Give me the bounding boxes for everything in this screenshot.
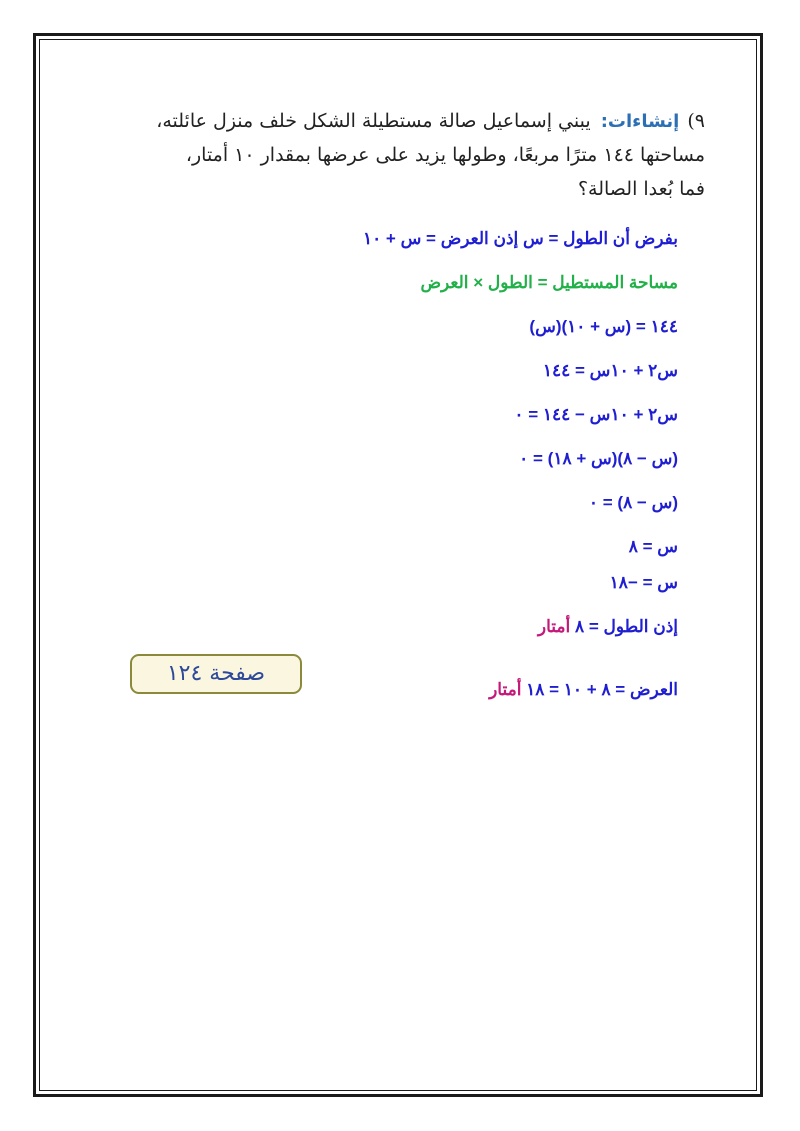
solution-equation-1: ١٤٤ = (س + ١٠)(س) bbox=[529, 317, 678, 336]
solution-width bbox=[489, 680, 678, 700]
solution-assumption: بفرض أن الطول = س إذن العرض = س + ١٠ bbox=[362, 229, 678, 248]
solution-length-text: إذن الطول = ٨ أمتار bbox=[537, 617, 678, 636]
unit-meters: أمتار bbox=[537, 617, 571, 636]
solution-width-text: العرض = ٨ + ١٠ = ١٨ أمتار bbox=[489, 680, 678, 699]
solution-root-2: س = −١٨ bbox=[609, 573, 678, 592]
unit-meters: أمتار bbox=[489, 680, 522, 699]
solution-equation-3: س٢ + ١٠س − ١٤٤ = ٠ bbox=[514, 405, 678, 424]
solution-length bbox=[538, 617, 678, 637]
solution-factored: (س − ٨)(س + ١٨) = ٠ bbox=[519, 449, 678, 468]
problem-line-1 bbox=[156, 110, 705, 132]
problem-line-3: فما بُعدا الصالة؟ bbox=[577, 178, 705, 200]
problem-number: ٩) bbox=[687, 110, 705, 132]
problem-text-1: يبني إسماعيل صالة مستطيلة الشكل خلف منزل عائلته، bbox=[156, 110, 591, 132]
solution-factor-zero: (س − ٨) = ٠ bbox=[588, 493, 678, 512]
page-number-label: صفحة ١٢٤ bbox=[130, 654, 302, 694]
solution-area-formula: مساحة المستطيل = الطول × العرض bbox=[420, 273, 678, 292]
problem-line-2: مساحتها ١٤٤ مترًا مربعًا، وطولها يزيد على عرضها بمقدار ١٠ أمتار، bbox=[185, 144, 705, 166]
problem-keyword: إنشاءات: bbox=[600, 111, 680, 132]
solution-equation-2: س٢ + ١٠س = ١٤٤ bbox=[542, 361, 678, 380]
solution-root-1: س = ٨ bbox=[628, 537, 678, 556]
